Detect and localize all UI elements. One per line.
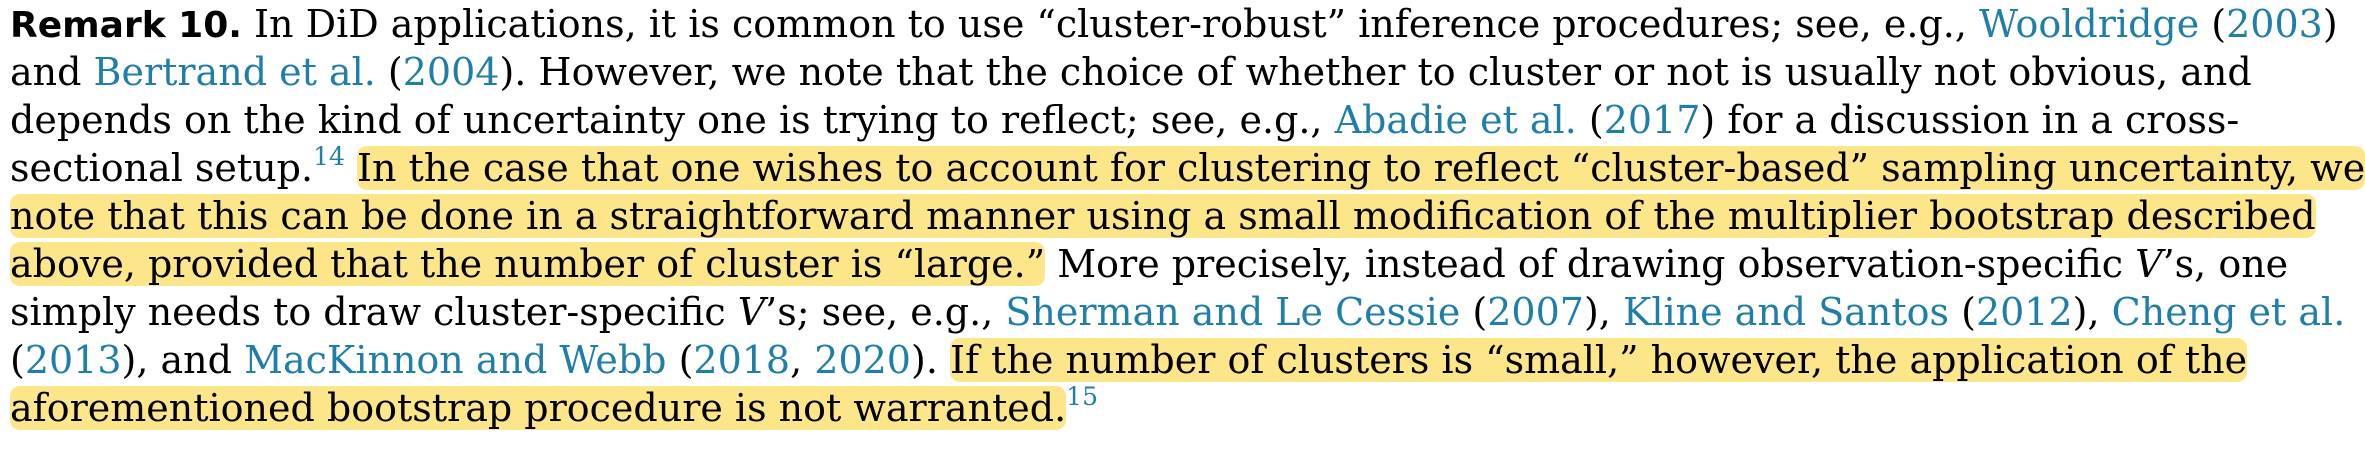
body-text: ( [1949,290,1976,334]
citation-cheng[interactable]: Cheng et al. [2111,290,2346,334]
body-text: sectional setup. [10,146,314,190]
citation-kline[interactable]: Kline and Santos [1622,290,1950,334]
paragraph-line-6 [10,240,2289,288]
body-text: ) [2322,2,2338,46]
paragraph-line-4 [10,142,2365,192]
highlighted-text: In the case that one wishes to account for clustering to reflect “cluster-based” sampling uncertainty, we [356,146,2365,190]
citation-mackinnon[interactable]: MacKinnon and Webb [244,338,667,382]
highlighted-text: note that this can be done in a straightforward manner using a small modification of the multiplier bootstrap described [10,194,2316,238]
paragraph-line-1 [10,0,2338,48]
body-text: ( [10,338,25,382]
body-text: In DiD applications, it is common to use “cluster-robust” inference procedures; see, e.g., [241,2,1980,46]
body-text: ’s, one [2162,242,2289,286]
body-text: ) for a discussion in a cross- [1700,98,2240,142]
body-text: ( [666,338,694,382]
citation-year-2012[interactable]: 2012 [1975,290,2073,334]
body-text: ( [375,50,403,94]
paragraph-line-7 [10,288,2346,336]
citation-year-2017[interactable]: 2017 [1603,98,1701,142]
body-text: ( [2199,2,2227,46]
body-text: ( [1460,290,1488,334]
citation-sherman[interactable]: Sherman and Le Cessie [1005,290,1461,334]
citation-year-2013[interactable]: 2013 [24,338,122,382]
citation-year-2018[interactable]: 2018 [693,338,791,382]
body-text: depends on the kind of uncertainty one is trying to reflect; see, e.g., [10,98,1335,142]
variable-v: V [737,290,766,334]
citation-abadie[interactable]: Abadie et al. [1334,98,1577,142]
variable-v: V [2135,242,2163,286]
body-text: More precisely, instead of drawing observation-specific [1045,242,2136,286]
body-text: , [790,338,815,382]
paragraph-line-9 [10,384,2206,432]
remark-label: Remark 10. [10,5,242,46]
citation-year-2020[interactable]: 2020 [814,338,911,382]
citation-year-2007[interactable]: 2007 [1487,290,1584,334]
body-text: ( [1576,98,1604,142]
body-text: ). However, we note that the choice of whether to cluster or not is usually not obvious, and [499,50,2252,94]
body-text: ), and [121,338,245,382]
citation-bertrand[interactable]: Bertrand et al. [93,50,376,94]
remark-10-paragraph [10,0,2365,432]
body-text: ), [1583,290,1623,334]
body-text: ). [911,338,950,382]
highlighted-text: aforementioned bootstrap procedure is not warranted. [10,386,1067,430]
footnote-marker-14[interactable]: 14 [313,142,345,171]
paragraph-line-2 [10,48,2252,96]
body-text: ), [2072,290,2112,334]
citation-year-2004[interactable]: 2004 [402,50,500,94]
citation-year-2003[interactable]: 2003 [2226,2,2323,46]
citation-wooldridge[interactable]: Wooldridge [1979,2,2200,46]
paragraph-line-5 [10,192,2316,240]
body-text: ’s; see, e.g., [765,290,1006,334]
body-text: simply needs to draw cluster-specific [10,290,738,334]
body-text: and [10,50,94,94]
highlighted-text: If the number of clusters is “small,” however, the application of the [949,338,2248,382]
footnote-marker-15[interactable]: 15 [1066,382,1098,411]
highlighted-text: above, provided that the number of cluster is “large.” [10,242,1046,286]
paragraph-line-3 [10,96,2240,144]
paragraph-line-8 [10,336,2248,384]
